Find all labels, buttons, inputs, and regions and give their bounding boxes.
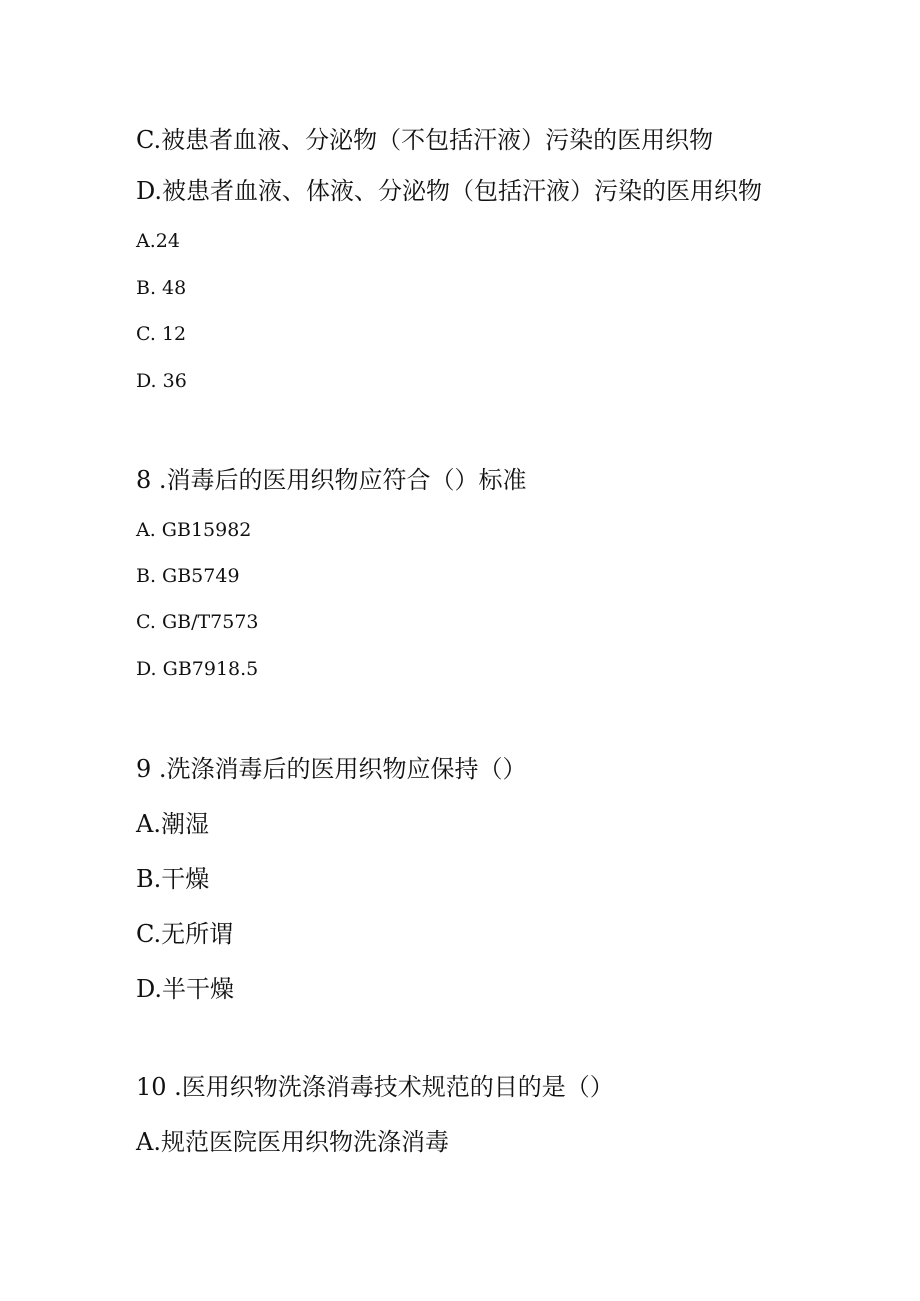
q7-option-a: A.24 (136, 230, 180, 252)
q9-option-c: C.无所谓 (136, 920, 234, 948)
option-d-prev: D.被患者血液、体液、分泌物（包括汗液）污染的医用织物 (136, 177, 763, 205)
q10-stem: 10 .医用织物洗涤消毒技术规范的目的是（） (136, 1073, 614, 1101)
q8-option-a: A. GB15982 (136, 519, 252, 541)
q10-option-a: A.规范医院医用织物洗涤消毒 (136, 1128, 449, 1156)
option-c-prev: C.被患者血液、分泌物（不包括汗液）污染的医用织物 (136, 126, 714, 154)
q8-stem: 8 .消毒后的医用织物应符合（）标准 (136, 466, 527, 494)
q7-option-c: C. 12 (136, 323, 187, 345)
q8-option-c: C. GB/T7573 (136, 611, 259, 633)
q8-option-d: D. GB7918.5 (136, 658, 259, 680)
q7-option-d: D. 36 (136, 370, 187, 392)
q8-option-b: B. GB5749 (136, 565, 240, 587)
q7-option-b: B. 48 (136, 277, 187, 299)
q9-option-d: D.半干燥 (136, 975, 235, 1003)
q9-option-b: B.干燥 (136, 865, 210, 893)
q9-stem: 9 .洗涤消毒后的医用织物应保持（） (136, 755, 527, 783)
q9-option-a: A.潮湿 (136, 810, 209, 838)
